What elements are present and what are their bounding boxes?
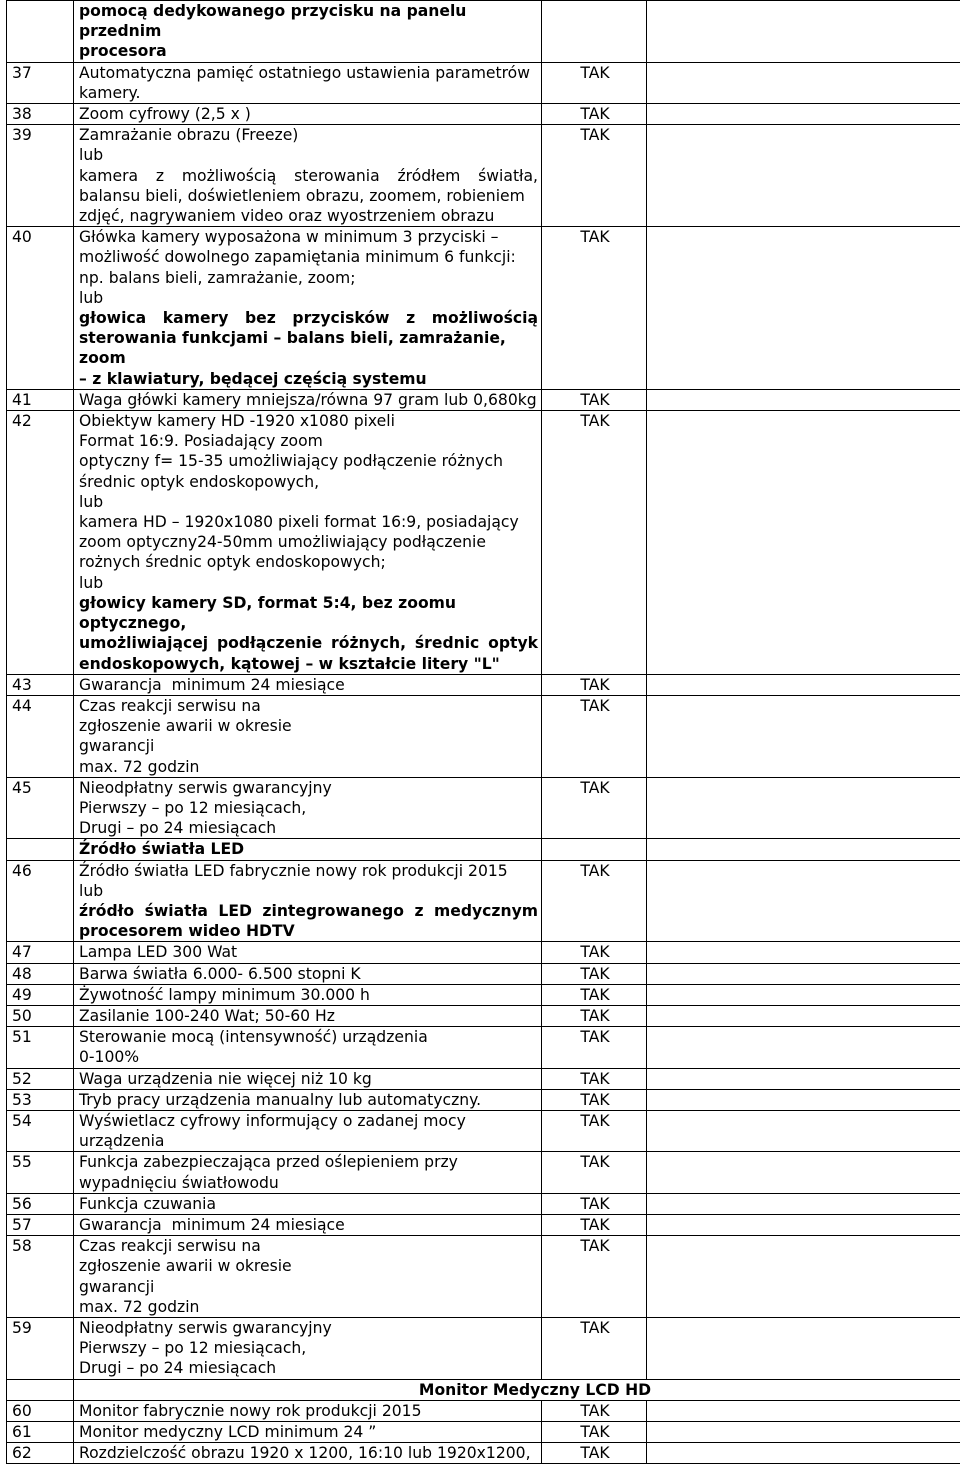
- description-line: Format 16:9. Posiadający zoom: [79, 431, 538, 451]
- table-row: [7, 1089, 960, 1110]
- description-line: pomocą dedykowanego przycisku na panelu przednim: [79, 1, 538, 41]
- row-number: 59: [7, 1318, 74, 1380]
- required-value: TAK: [542, 1214, 647, 1235]
- offered-value-cell[interactable]: [647, 942, 960, 963]
- row-number: 58: [7, 1236, 74, 1318]
- offered-value-cell[interactable]: [647, 1089, 960, 1110]
- row-number: 43: [7, 674, 74, 695]
- description-line: Pierwszy – po 12 miesiącach,: [79, 1338, 538, 1358]
- description-line: Monitor medyczny LCD minimum 24 ”: [79, 1422, 538, 1442]
- description-line: gwarancji: [79, 1277, 538, 1297]
- description-line: źródło światła LED zintegrowanego z medycznym: [79, 901, 538, 921]
- required-value: [542, 1, 647, 63]
- required-value: TAK: [542, 1400, 647, 1421]
- description-line: Źródło światła LED: [79, 839, 538, 859]
- required-value: TAK: [542, 1422, 647, 1443]
- parameter-description: [74, 1152, 542, 1193]
- description-line: Zamrażanie obrazu (Freeze): [79, 125, 538, 145]
- description-line: Żywotność lampy minimum 30.000 h: [79, 985, 538, 1005]
- table-row: [7, 860, 960, 942]
- row-number: 47: [7, 942, 74, 963]
- row-number: 42: [7, 411, 74, 675]
- table-row: [7, 1152, 960, 1193]
- parameter-description: [74, 984, 542, 1005]
- row-number: [7, 1, 74, 63]
- offered-value-cell[interactable]: [647, 1005, 960, 1026]
- parameter-description: [74, 1068, 542, 1089]
- required-value: TAK: [542, 674, 647, 695]
- description-line: Funkcja zabezpieczająca przed oślepieniem przy: [79, 1152, 538, 1172]
- offered-value-cell[interactable]: [647, 1110, 960, 1151]
- table-row: [7, 695, 960, 777]
- row-number: 49: [7, 984, 74, 1005]
- table-row: [7, 62, 960, 103]
- offered-value-cell[interactable]: [647, 1400, 960, 1421]
- row-number: 52: [7, 1068, 74, 1089]
- offered-value-cell[interactable]: [647, 1193, 960, 1214]
- parameter-description: [74, 839, 542, 860]
- required-value: TAK: [542, 1027, 647, 1068]
- row-number: 55: [7, 1152, 74, 1193]
- section-header-row: [7, 1379, 960, 1400]
- row-number: 37: [7, 62, 74, 103]
- parameter-description: [74, 1089, 542, 1110]
- row-number: 40: [7, 227, 74, 390]
- description-line: kamery.: [79, 83, 538, 103]
- required-value: TAK: [542, 695, 647, 777]
- description-line: Rozdzielczość obrazu 1920 x 1200, 16:10 lub 1920x1200,: [79, 1443, 538, 1463]
- required-value: TAK: [542, 125, 647, 227]
- table-row: [7, 125, 960, 227]
- description-line: Waga główki kamery mniejsza/równa 97 gram lub 0,680kg: [79, 390, 538, 410]
- description-line: sterowania funkcjami – balans bieli, zamrażanie, zoom: [79, 328, 538, 368]
- description-line: rożnych średnic optyk endoskopowych;: [79, 552, 538, 572]
- table-row: [7, 1193, 960, 1214]
- table-row: [7, 674, 960, 695]
- parameter-description: [74, 1443, 542, 1464]
- description-line: możliwość dowolnego zapamiętania minimum 6 funkcji:: [79, 247, 538, 267]
- description-line: kamera z możliwością sterowania źródłem światła,: [79, 166, 538, 186]
- offered-value-cell[interactable]: [647, 1152, 960, 1193]
- offered-value-cell[interactable]: [647, 104, 960, 125]
- description-line: Monitor fabrycznie nowy rok produkcji 2015: [79, 1401, 538, 1421]
- description-line: umożliwiającej podłączenie różnych, średnic optyk: [79, 633, 538, 653]
- offered-value-cell[interactable]: [647, 674, 960, 695]
- required-value: TAK: [542, 1005, 647, 1026]
- description-line: wypadnięciu światłowodu: [79, 1173, 538, 1193]
- description-line: Źródło światła LED fabrycznie nowy rok produkcji 2015: [79, 861, 538, 881]
- required-value: TAK: [542, 777, 647, 839]
- table-row: [7, 1, 960, 63]
- required-value: TAK: [542, 1068, 647, 1089]
- table-row: [7, 963, 960, 984]
- parameter-description: [74, 1, 542, 63]
- parameter-description: [74, 104, 542, 125]
- required-value: TAK: [542, 389, 647, 410]
- offered-value-cell[interactable]: [647, 389, 960, 410]
- description-line: lub: [79, 573, 538, 593]
- description-line: Drugi – po 24 miesiącach: [79, 1358, 538, 1378]
- row-number: 54: [7, 1110, 74, 1151]
- required-value: TAK: [542, 1152, 647, 1193]
- offered-value-cell[interactable]: [647, 1027, 960, 1068]
- table-row: [7, 1422, 960, 1443]
- table-row: [7, 1318, 960, 1380]
- required-value: TAK: [542, 104, 647, 125]
- parameter-description: [74, 125, 542, 227]
- table-row: [7, 1443, 960, 1464]
- parameter-description: [74, 1005, 542, 1026]
- required-value: TAK: [542, 1318, 647, 1380]
- offered-value-cell[interactable]: [647, 1422, 960, 1443]
- required-value: TAK: [542, 411, 647, 675]
- parameter-description: [74, 860, 542, 942]
- parameter-description: [74, 1214, 542, 1235]
- offered-value-cell[interactable]: [647, 984, 960, 1005]
- table-row: [7, 1110, 960, 1151]
- offered-value-cell[interactable]: [647, 411, 960, 675]
- row-number: 56: [7, 1193, 74, 1214]
- description-line: Czas reakcji serwisu na: [79, 696, 538, 716]
- specification-table-body: [7, 1, 960, 1464]
- offered-value-cell[interactable]: [647, 1443, 960, 1464]
- parameter-description: [74, 777, 542, 839]
- description-line: lub: [79, 492, 538, 512]
- required-value: [542, 839, 647, 860]
- description-line: lub: [79, 881, 538, 901]
- row-number: 61: [7, 1422, 74, 1443]
- row-number: 48: [7, 963, 74, 984]
- description-line: urządzenia: [79, 1131, 538, 1151]
- description-line: Pierwszy – po 12 miesiącach,: [79, 798, 538, 818]
- offered-value-cell[interactable]: [647, 777, 960, 839]
- description-line: gwarancji: [79, 736, 538, 756]
- specification-table: [6, 0, 960, 1464]
- description-line: zgłoszenie awarii w okresie: [79, 716, 538, 736]
- parameter-description: [74, 227, 542, 390]
- parameter-description: [74, 389, 542, 410]
- description-line: Monitor Medyczny LCD HD: [79, 1380, 960, 1400]
- description-line: – z klawiatury, będącej częścią systemu: [79, 369, 538, 389]
- offered-value-cell[interactable]: [647, 62, 960, 103]
- offered-value-cell[interactable]: [647, 963, 960, 984]
- parameter-description: [74, 1110, 542, 1151]
- parameter-description: [74, 1422, 542, 1443]
- parameter-description: [74, 1236, 542, 1318]
- description-line: Automatyczna pamięć ostatniego ustawienia parametrów: [79, 63, 538, 83]
- description-line: zoom optyczny24-50mm umożliwiający podłączenie: [79, 532, 538, 552]
- description-line: Nieodpłatny serwis gwarancyjny: [79, 778, 538, 798]
- description-line: głowicy kamery SD, format 5:4, bez zoomu optycznego,: [79, 593, 538, 633]
- table-row: [7, 1027, 960, 1068]
- description-line: Obiektyw kamery HD -1920 x1080 pixeli: [79, 411, 538, 431]
- parameter-description: [74, 62, 542, 103]
- table-row: [7, 1400, 960, 1421]
- section-header-row: [7, 839, 960, 860]
- description-line: lub: [79, 288, 538, 308]
- description-line: Lampa LED 300 Wat: [79, 942, 538, 962]
- parameter-description: [74, 942, 542, 963]
- row-number: 50: [7, 1005, 74, 1026]
- description-line: optyczny f= 15-35 umożliwiający podłączenie różnych: [79, 451, 538, 471]
- parameter-description: [74, 1193, 542, 1214]
- required-value: TAK: [542, 1236, 647, 1318]
- description-line: Tryb pracy urządzenia manualny lub automatyczny.: [79, 1090, 538, 1110]
- table-row: [7, 389, 960, 410]
- offered-value-cell[interactable]: [647, 1318, 960, 1380]
- required-value: TAK: [542, 1193, 647, 1214]
- parameter-description: [74, 411, 542, 675]
- description-line: endoskopowych, kątowej – w kształcie litery "L": [79, 654, 538, 674]
- row-number: 44: [7, 695, 74, 777]
- row-number: 38: [7, 104, 74, 125]
- description-line: max. 72 godzin: [79, 1297, 538, 1317]
- table-row: [7, 1214, 960, 1235]
- description-line: 0-100%: [79, 1047, 538, 1067]
- required-value: TAK: [542, 942, 647, 963]
- description-line: max. 72 godzin: [79, 757, 538, 777]
- table-row: [7, 1236, 960, 1318]
- description-line: Gwarancja minimum 24 miesiące: [79, 1215, 538, 1235]
- row-number: 62: [7, 1443, 74, 1464]
- description-line: głowica kamery bez przycisków z możliwością: [79, 308, 538, 328]
- row-number: 51: [7, 1027, 74, 1068]
- table-row: [7, 411, 960, 675]
- row-number: [7, 1379, 74, 1400]
- description-line: Zasilanie 100-240 Wat; 50-60 Hz: [79, 1006, 538, 1026]
- description-line: zgłoszenie awarii w okresie: [79, 1256, 538, 1276]
- description-line: Waga urządzenia nie więcej niż 10 kg: [79, 1069, 538, 1089]
- table-row: [7, 104, 960, 125]
- row-number: 53: [7, 1089, 74, 1110]
- table-row: [7, 984, 960, 1005]
- description-line: Wyświetlacz cyfrowy informujący o zadanej mocy: [79, 1111, 538, 1131]
- required-value: TAK: [542, 1110, 647, 1151]
- required-value: TAK: [542, 227, 647, 390]
- description-line: Gwarancja minimum 24 miesiące: [79, 675, 538, 695]
- row-number: 57: [7, 1214, 74, 1235]
- specification-document: [6, 0, 958, 1464]
- row-number: 46: [7, 860, 74, 942]
- description-line: Czas reakcji serwisu na: [79, 1236, 538, 1256]
- offered-value-cell[interactable]: [647, 1068, 960, 1089]
- parameter-description: [74, 1379, 960, 1400]
- row-number: 39: [7, 125, 74, 227]
- description-line: Sterowanie mocą (intensywność) urządzenia: [79, 1027, 538, 1047]
- description-line: Zoom cyfrowy (2,5 x ): [79, 104, 538, 124]
- table-row: [7, 777, 960, 839]
- required-value: TAK: [542, 1089, 647, 1110]
- parameter-description: [74, 674, 542, 695]
- required-value: TAK: [542, 62, 647, 103]
- offered-value-cell[interactable]: [647, 1214, 960, 1235]
- description-line: średnic optyk endoskopowych,: [79, 472, 538, 492]
- description-line: procesorem wideo HDTV: [79, 921, 538, 941]
- offered-value-cell[interactable]: [647, 1, 960, 63]
- row-number: 41: [7, 389, 74, 410]
- offered-value-cell[interactable]: [647, 860, 960, 942]
- description-line: Drugi – po 24 miesiącach: [79, 818, 538, 838]
- offered-value-cell[interactable]: [647, 125, 960, 227]
- required-value: TAK: [542, 1443, 647, 1464]
- description-line: procesora: [79, 41, 538, 61]
- row-number: 60: [7, 1400, 74, 1421]
- required-value: TAK: [542, 963, 647, 984]
- parameter-description: [74, 1027, 542, 1068]
- required-value: TAK: [542, 984, 647, 1005]
- description-line: Barwa światła 6.000- 6.500 stopni K: [79, 964, 538, 984]
- required-value: TAK: [542, 860, 647, 942]
- parameter-description: [74, 963, 542, 984]
- offered-value-cell[interactable]: [647, 839, 960, 860]
- parameter-description: [74, 695, 542, 777]
- description-line: balansu bieli, doświetleniem obrazu, zoomem, robieniem: [79, 186, 538, 206]
- row-number: [7, 839, 74, 860]
- table-row: [7, 227, 960, 390]
- parameter-description: [74, 1318, 542, 1380]
- row-number: 45: [7, 777, 74, 839]
- table-row: [7, 1068, 960, 1089]
- description-line: zdjęć, nagrywaniem video oraz wyostrzeniem obrazu: [79, 206, 538, 226]
- offered-value-cell[interactable]: [647, 227, 960, 390]
- table-row: [7, 942, 960, 963]
- description-line: Główka kamery wyposażona w minimum 3 przyciski –: [79, 227, 538, 247]
- description-line: lub: [79, 145, 538, 165]
- parameter-description: [74, 1400, 542, 1421]
- table-row: [7, 1005, 960, 1026]
- description-line: Nieodpłatny serwis gwarancyjny: [79, 1318, 538, 1338]
- offered-value-cell[interactable]: [647, 1236, 960, 1318]
- description-line: np. balans bieli, zamrażanie, zoom;: [79, 268, 538, 288]
- offered-value-cell[interactable]: [647, 695, 960, 777]
- description-line: Funkcja czuwania: [79, 1194, 538, 1214]
- description-line: kamera HD – 1920x1080 pixeli format 16:9, posiadający: [79, 512, 538, 532]
